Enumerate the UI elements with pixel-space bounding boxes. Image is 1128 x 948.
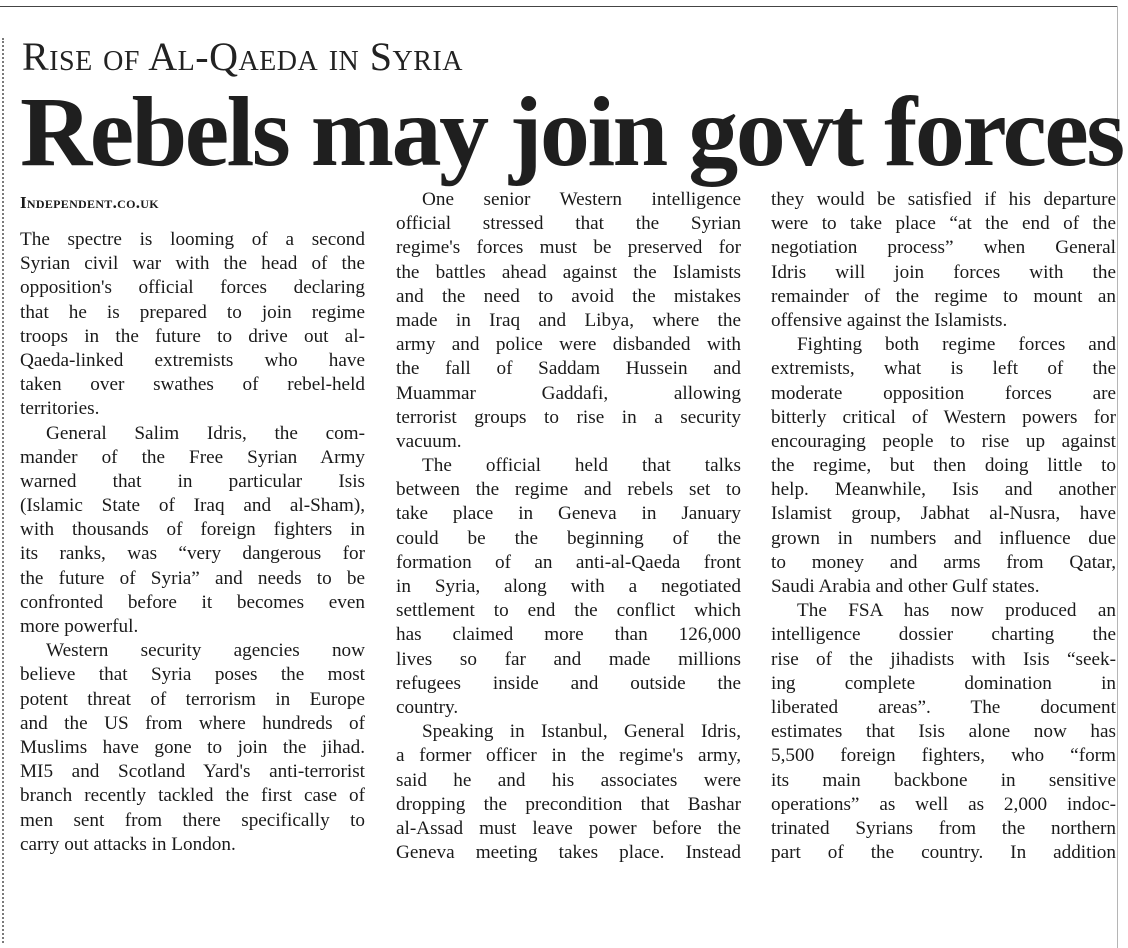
article-line: (Islamic State of Iraq and al-Sham), — [20, 495, 365, 517]
article-column-2 — [396, 188, 741, 865]
article-line: between the regime and rebels set to — [396, 479, 741, 501]
article-line: confronted before it becomes even — [20, 591, 365, 613]
article-line: formation of an anti-al-Qaeda front — [396, 551, 741, 573]
top-rule — [0, 6, 1118, 7]
article-line: potent threat of terrorism in Europe — [20, 688, 365, 710]
article-line: grown in numbers and influence due — [771, 527, 1116, 549]
article-line: Speaking in Istanbul, General Idris, — [422, 721, 741, 743]
article-line: more powerful. — [20, 616, 139, 637]
article-line: and the need to avoid the mistakes — [396, 285, 741, 307]
article-line: intelligence dossier charting the — [771, 624, 1116, 646]
article-line: The FSA has now produced an — [797, 600, 1116, 622]
byline: Independent.co.uk — [20, 193, 159, 212]
article-line: territories. — [20, 398, 100, 420]
article-kicker: Rise of Al-Qaeda in Syria — [22, 34, 463, 79]
article-line: the fall of Saddam Hussein and — [396, 358, 741, 380]
article-line: moderate opposition forces are — [771, 382, 1116, 404]
article-line: Idris will join forces with the — [771, 261, 1116, 283]
article-line: country. — [396, 696, 459, 718]
article-line: estimates that Isis alone now has — [771, 721, 1116, 743]
article-line: the future of Syria” and needs to be — [20, 567, 365, 589]
article-line: the battles ahead against the Islamists — [396, 261, 741, 283]
article-line: help. Meanwhile, Isis and another — [771, 479, 1116, 501]
article-line: operations” as well as 2,000 indoc- — [771, 793, 1116, 815]
article-line: believe that Syria poses the most — [20, 664, 365, 686]
article-line: branch recently tackled the first case of — [20, 785, 365, 807]
article-line: Syrian civil war with the head of the — [20, 253, 365, 275]
column-body — [771, 188, 1116, 865]
article-line: has claimed more than 126,000 — [396, 624, 741, 646]
article-line: trinated Syrians from the northern — [771, 817, 1116, 839]
article-line: General Salim Idris, the com- — [46, 422, 365, 444]
article-line: negotiation process” when General — [771, 237, 1116, 259]
article-line: lives so far and made millions — [396, 648, 741, 670]
article-line: carry out attacks in London. — [20, 833, 236, 855]
article-line: One senior Western intelligence — [422, 189, 741, 210]
article-line: Fighting both regime forces and — [797, 334, 1116, 356]
article-line: vacuum. — [396, 430, 462, 452]
article-line: offensive against the Islamists. — [771, 309, 1008, 331]
article-line: 5,500 foreign fighters, who “form — [771, 745, 1116, 767]
article-line: were to take place “at the end of the — [771, 213, 1116, 235]
article-line: extremists, what is left of the — [771, 358, 1116, 380]
article-line: ing complete domination in — [771, 672, 1116, 694]
article-line: opposition's official forces declaring — [20, 277, 365, 299]
article-line: and the US from where hundreds of — [20, 712, 365, 734]
article-line: that he is prepared to join regime — [20, 301, 365, 323]
article-line: part of the country. In addition — [771, 842, 1116, 864]
article-line: men sent from there specifically to — [20, 809, 365, 831]
article-line: Geneva meeting takes place. Instead — [396, 842, 741, 864]
article-line: said he and his associates were — [396, 769, 741, 791]
article-line: its main backbone in sensitive — [771, 769, 1116, 791]
article-column-1 — [20, 188, 365, 857]
article-line: a former officer in the regime's army, — [396, 745, 741, 767]
article-line: Western security agencies now — [46, 640, 365, 662]
article-line: its ranks, was “very dangerous for — [20, 543, 365, 565]
dotted-cut-line — [2, 38, 4, 943]
article-line: could be the beginning of the — [396, 527, 741, 549]
article-headline: Rebels may join govt forces — [20, 76, 1123, 187]
column-body — [396, 188, 741, 865]
article-line: taken over swathes of rebel-held — [20, 374, 365, 396]
article-line: in Syria, along with a negotiated — [396, 576, 741, 597]
article-line: regime's forces must be preserved for — [396, 237, 741, 259]
article-line: Islamist group, Jabhat al-Nusra, have — [771, 503, 1116, 525]
article-line: settlement to end the conflict which — [396, 600, 741, 622]
article-line: dropping the precondition that Bashar — [396, 793, 741, 815]
article-line: take place in Geneva in January — [396, 503, 741, 525]
article-line: they would be satisfied if his departure — [771, 189, 1116, 210]
article-line: the regime, but then doing little to — [771, 455, 1116, 477]
article-line: al-Assad must leave power before the — [396, 817, 741, 839]
article-line: bitterly critical of Western powers for — [771, 406, 1116, 428]
article-line: rise of the jihadists with Isis “seek- — [771, 648, 1116, 670]
article-line: refugees inside and outside the — [396, 672, 741, 694]
article-line: MI5 and Scotland Yard's anti-terrorist — [20, 761, 365, 783]
article-line: Saudi Arabia and other Gulf states. — [771, 576, 1040, 597]
article-line: mander of the Free Syrian Army — [20, 446, 365, 468]
article-line: warned that in particular Isis — [20, 470, 365, 492]
column-body — [20, 228, 365, 857]
article-line: army and police were disbanded with — [396, 334, 741, 356]
article-line: to money and arms from Qatar, — [771, 551, 1116, 573]
article-line: troops in the future to drive out al- — [20, 325, 365, 347]
article-column-3 — [771, 188, 1116, 865]
article-line: Muammar Gaddafi, allowing — [396, 382, 741, 404]
article-line: Muslims have gone to join the jihad. — [20, 736, 365, 758]
article-line: made in Iraq and Libya, where the — [396, 309, 741, 331]
article-line: official stressed that the Syrian — [396, 213, 741, 235]
article-line: The official held that talks — [422, 455, 741, 477]
article-line: Qaeda-linked extremists who have — [20, 349, 365, 371]
article-line: The spectre is looming of a second — [20, 229, 365, 250]
article-line: with thousands of foreign fighters in — [20, 519, 365, 541]
article-line: encouraging people to rise up against — [771, 430, 1116, 452]
article-line: remainder of the regime to mount an — [771, 285, 1116, 307]
article-line: terrorist groups to rise in a security — [396, 406, 741, 428]
article-line: liberated areas”. The document — [771, 696, 1116, 718]
